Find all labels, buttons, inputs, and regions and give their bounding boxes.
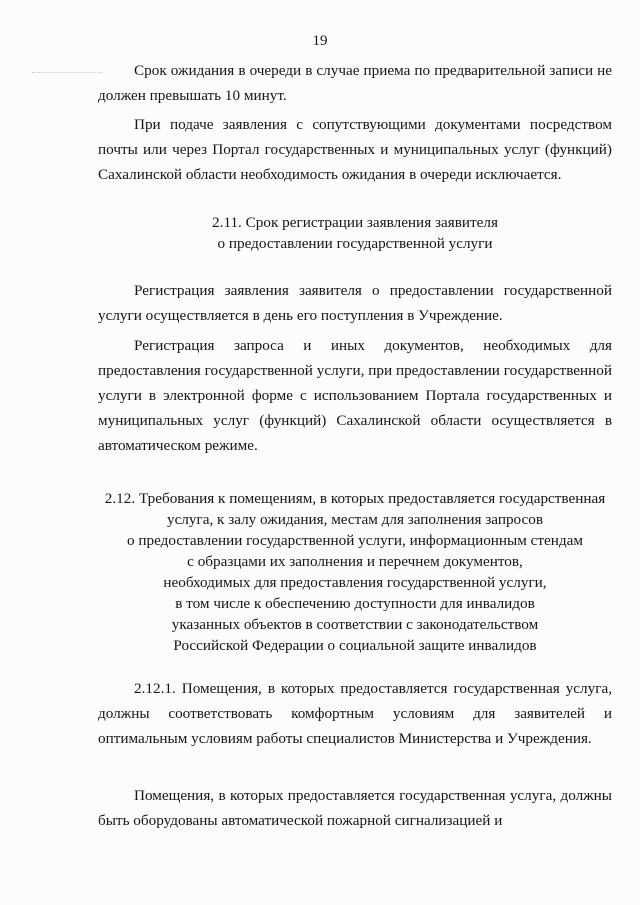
section-heading-2-11 <box>98 212 612 254</box>
paragraph-electronic-registration <box>98 333 612 458</box>
heading-line: Российской Федерации о социальной защите инвалидов <box>173 637 537 654</box>
scan-artifact <box>32 66 102 73</box>
paragraph: Регистрация запроса и иных документов, необходимых для предоставления государственной услуги, при предоставлении государственной услуги в электронной форме с использованием Портала государственных и муниципальных услуг (функций) Сахалинской области осуществляется в автоматическом режиме. <box>98 337 612 454</box>
heading-line: 2.12. Требования к помещениям, в которых предоставляется государственная <box>104 490 606 507</box>
paragraph: Срок ожидания в очереди в случае приема по предварительной записи не должен превышать 10 минут. <box>98 62 612 104</box>
heading-line: 2.11. Срок регистрации заявления заявителя <box>212 214 498 231</box>
heading-line: услуга, к залу ожидания, местам для заполнения запросов <box>166 511 544 528</box>
heading-line: необходимых для предоставления государственной услуги, <box>163 574 547 591</box>
heading-line: о предоставлении государственной услуги, информационным стендам <box>127 532 583 549</box>
paragraph-postal-submission <box>98 112 612 187</box>
heading-line: о предоставлении государственной услуги <box>217 235 493 252</box>
paragraph-registration-day <box>98 278 612 328</box>
section-heading-2-12 <box>90 488 620 656</box>
paragraph: Помещения, в которых предоставляется государственная услуга, должны быть оборудованы автоматической пожарной сигнализацией и <box>98 787 612 829</box>
page-number: 19 <box>312 33 328 49</box>
paragraph: Регистрация заявления заявителя о предоставлении государственной услуги осуществляется в день его поступления в Учреждение. <box>98 282 612 324</box>
heading-line: с образцами их заполнения и перечнем документов, <box>187 553 523 570</box>
paragraph-premises-equipment <box>98 783 612 833</box>
paragraph: При подаче заявления с сопутствующими документами посредством почты или через Портал государственных и муниципальных услуг (функций) Сахалинской области необходимость ожидания в очереди исключается. <box>98 116 612 183</box>
paragraph-premises-comfort <box>98 676 612 751</box>
heading-line: указанных объектов в соответствии с законодательством <box>171 616 539 633</box>
paragraph-queue-wait <box>98 58 612 108</box>
heading-line: в том числе к обеспечению доступности для инвалидов <box>175 595 535 612</box>
paragraph: 2.12.1. Помещения, в которых предоставляется государственная услуга, должны соответствовать комфортным условиям для заявителей и оптимальным условиям работы специалистов Министерства и Учреждения. <box>98 680 612 747</box>
